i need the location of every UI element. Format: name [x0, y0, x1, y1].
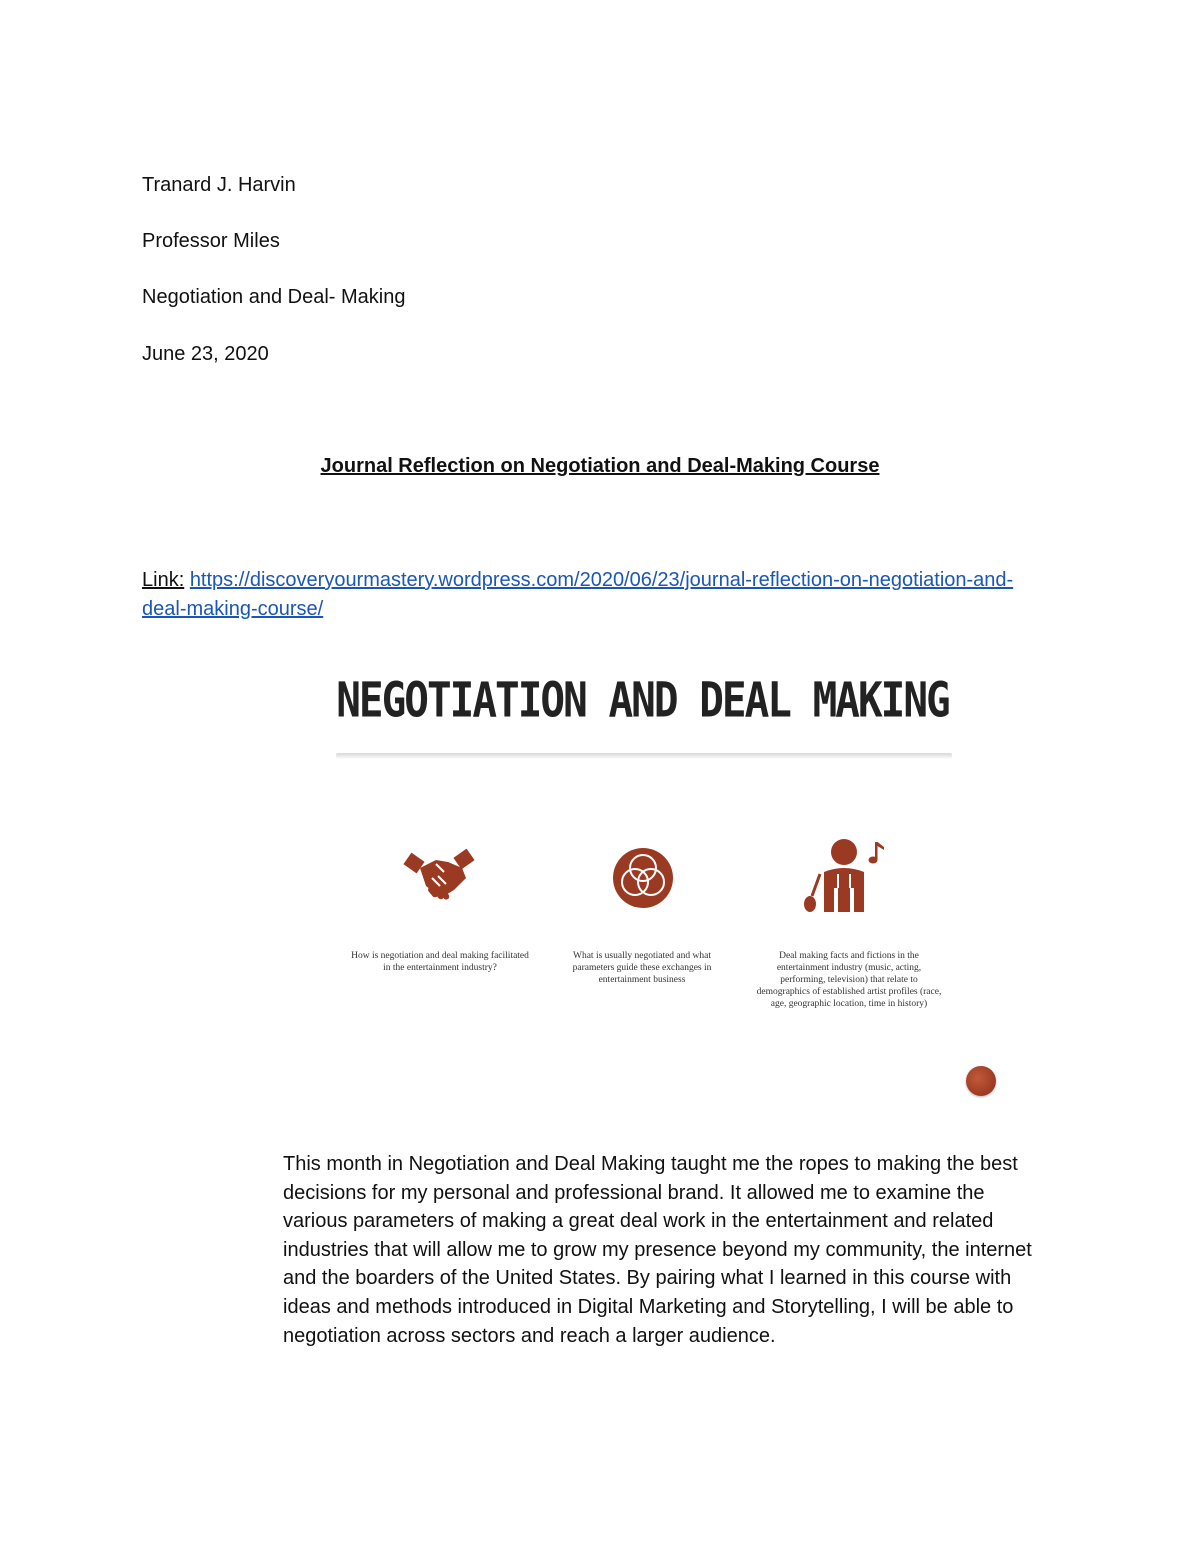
- blog-post-link[interactable]: https://discoveryourmastery.wordpress.com/2020/06/23/journal-reflection-on-negotiation-and-deal-making-course/: [142, 569, 1014, 620]
- document-title: Journal Reflection on Negotiation and Deal-Making Course: [320, 455, 880, 477]
- slide-divider: [336, 753, 952, 759]
- handshake-icon: [392, 838, 488, 918]
- slide-caption: Deal making facts and fictions in the entertainment industry (music, acting, performing, television) that relate to demographics of established artist profiles (race, age, geographic location, time in history): [756, 951, 942, 1009]
- reflection-paragraph: This month in Negotiation and Deal Making taught me the ropes to making the best decisions for my personal and professional brand. It allowed me to examine the various parameters of making a great deal work in the entertainment and related industries that will allow me to grow my presence beyond my community, the internet and the boarders of the United States. By pairing what I learned in this course with ideas and methods introduced in Digital Marketing and Storytelling, I will be able to negotiation across sectors and reach a larger audience.: [283, 1153, 1032, 1347]
- slide-caption: How is negotiation and deal making facilitated in the entertainment industry?: [351, 951, 529, 973]
- document-date: June 23, 2020: [142, 343, 269, 365]
- slide-caption: What is usually negotiated and what parameters guide these exchanges in entertainment business: [572, 951, 712, 985]
- professor-name: Professor Miles: [142, 230, 280, 252]
- course-name: Negotiation and Deal- Making: [142, 286, 406, 308]
- link-label: Link:: [142, 569, 185, 591]
- performer-icon: [798, 838, 894, 918]
- slide-bullet-dot: [966, 1066, 996, 1096]
- venn-diagram-icon: [595, 838, 691, 918]
- author-name: Tranard J. Harvin: [142, 174, 296, 196]
- slide-image: [330, 660, 970, 1100]
- link-block: [142, 566, 1022, 624]
- slide-title: NEGOTIATION AND DEAL MAKING: [336, 671, 949, 729]
